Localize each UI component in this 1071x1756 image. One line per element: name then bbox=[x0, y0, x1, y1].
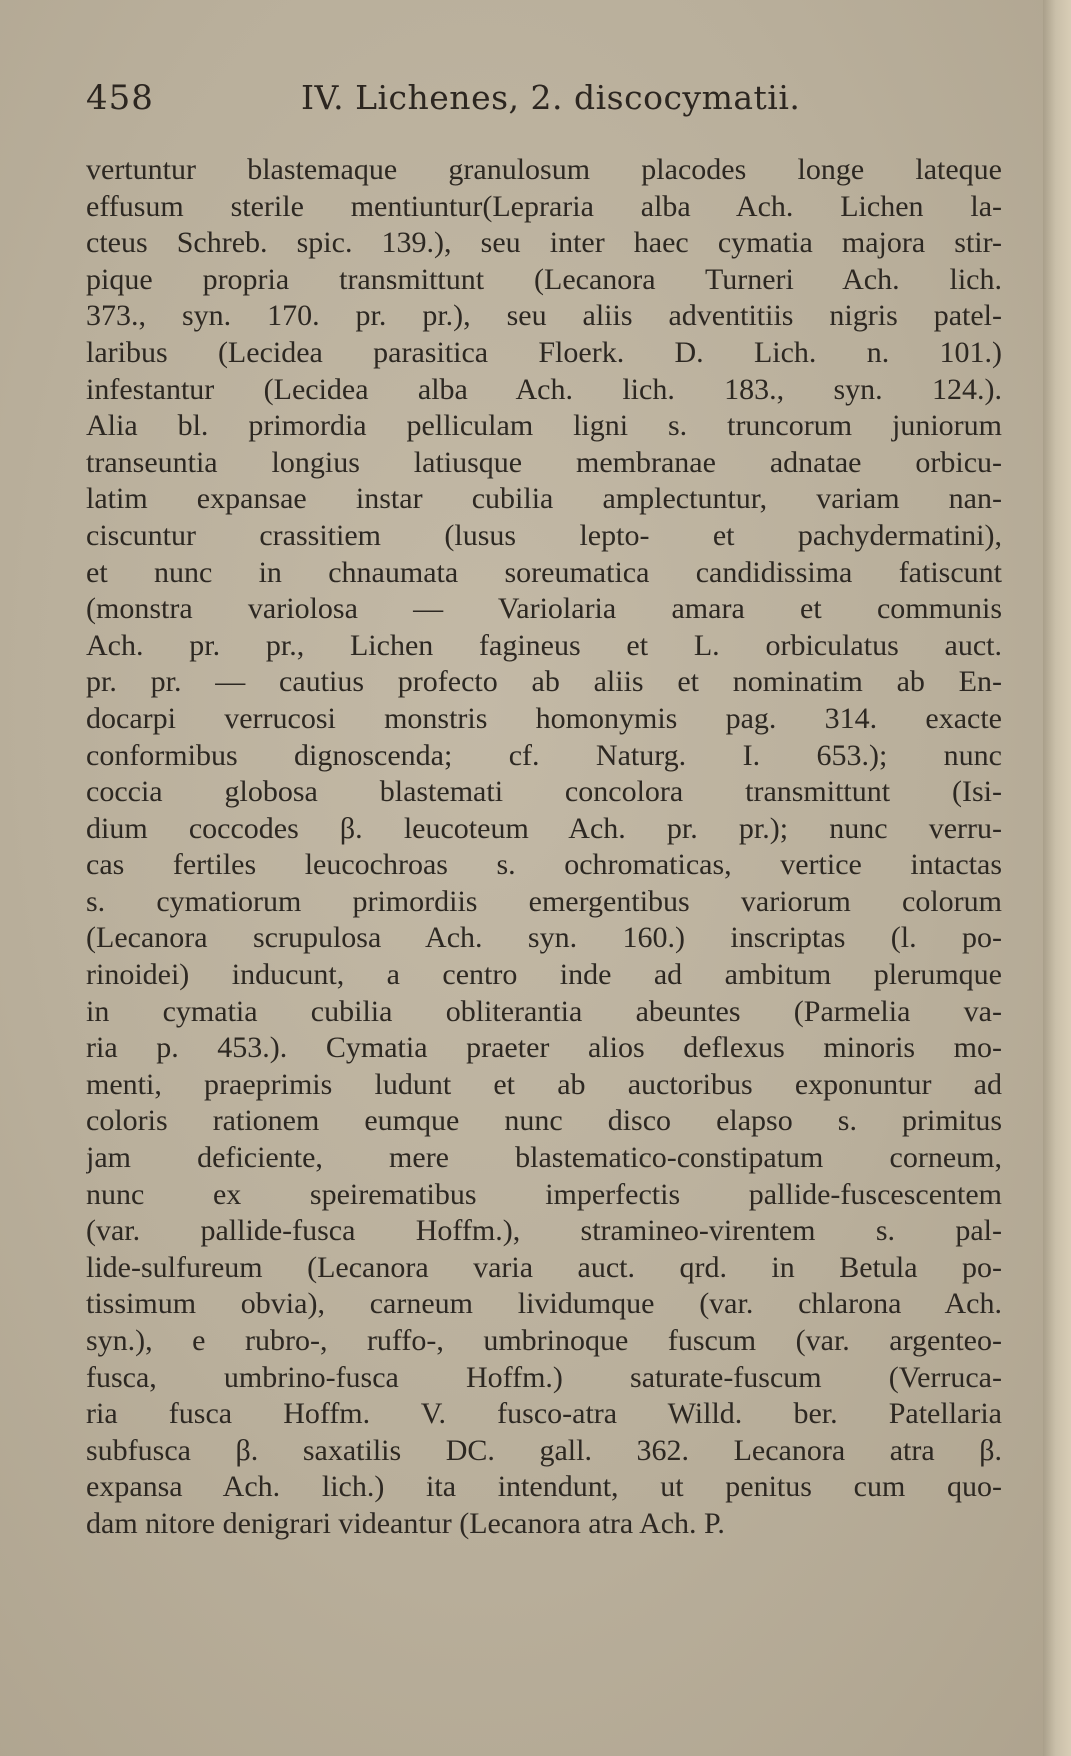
text-line: ria fusca Hoffm. V. fusco-atra Willd. ber. Patellaria bbox=[86, 1397, 1002, 1431]
text-line: 373., syn. 170. pr. pr.), seu aliis adventitiis nigris patel- bbox=[86, 299, 1002, 333]
text-line: jam deficiente, mere blastematico-constipatum corneum, bbox=[86, 1141, 1002, 1175]
text-line: transeuntia longius latiusque membranae adnatae orbicu- bbox=[86, 445, 1002, 479]
text-line: expansa Ach. lich.) ita intendunt, ut penitus cum quo- bbox=[86, 1470, 1002, 1504]
text-line: infestantur (Lecidea alba Ach. lich. 183., syn. 124.). bbox=[86, 372, 1002, 406]
text-line: s. cymatiorum primordiis emergentibus variorum colorum bbox=[86, 884, 1002, 918]
text-line: Alia bl. primordia pelliculam ligni s. truncorum juniorum bbox=[86, 409, 1002, 443]
text-line: Ach. pr. pr., Lichen fagineus et L. orbiculatus auct. bbox=[86, 628, 1002, 662]
text-line: in cymatia cubilia obliterantia abeuntes (Parmelia va- bbox=[86, 994, 1002, 1028]
text-line: docarpi verrucosi monstris homonymis pag. 314. exacte bbox=[86, 701, 1002, 735]
text-line: dam nitore denigrari videantur (Lecanora atra Ach. P. bbox=[86, 1506, 725, 1540]
text-line: tissimum obvia), carneum lividumque (var. chlarona Ach. bbox=[86, 1287, 1002, 1321]
text-line: ria p. 453.). Cymatia praeter alios deflexus minoris mo- bbox=[86, 1031, 1002, 1065]
text-line: subfusca β. saxatilis DC. gall. 362. Lecanora atra β. bbox=[86, 1433, 1002, 1467]
page-header bbox=[86, 78, 1006, 126]
text-line: vertuntur blastemaque granulosum placodes longe lateque bbox=[86, 153, 1002, 186]
text-line: (monstra variolosa — Variolaria amara et communis bbox=[86, 592, 1002, 626]
text-line: coccia globosa blastemati concolora transmittunt (Isi- bbox=[86, 775, 1002, 809]
text-line: laribus (Lecidea parasitica Floerk. D. Lich. n. 101.) bbox=[86, 335, 1002, 369]
text-line: fusca, umbrino-fusca Hoffm.) saturate-fuscum (Verruca- bbox=[86, 1360, 1002, 1394]
page-number: 458 bbox=[86, 78, 154, 118]
text-line: syn.), e rubro-, ruffo-, umbrinoque fuscum (var. argenteo- bbox=[86, 1324, 1002, 1357]
text-line: ciscuntur crassitiem (lusus lepto- et pachydermatini), bbox=[86, 518, 1002, 552]
text-line: rinoidei) inducunt, a centro inde ad ambitum plerumque bbox=[86, 958, 1002, 992]
text-line: (Lecanora scrupulosa Ach. syn. 160.) inscriptas (l. po- bbox=[86, 921, 1002, 955]
text-line: latim expansae instar cubilia amplectuntur, variam nan- bbox=[86, 482, 1002, 516]
text-line: pr. pr. — cautius profecto ab aliis et nominatim ab En- bbox=[86, 665, 1002, 699]
text-line: cteus Schreb. spic. 139.), seu inter haec cymatia majora stir- bbox=[86, 226, 1002, 260]
text-line: pique propria transmittunt (Lecanora Turneri Ach. lich. bbox=[86, 262, 1002, 296]
text-line: conformibus dignoscenda; cf. Naturg. I. 653.); nunc bbox=[86, 738, 1002, 772]
text-line: cas fertiles leucochroas s. ochromaticas, vertice intactas bbox=[86, 848, 1002, 882]
running-head: IV. Lichenes, 2. discocymatii. bbox=[301, 78, 801, 117]
page-edge bbox=[1043, 0, 1071, 1756]
text-line: et nunc in chnaumata soreumatica candidissima fatiscunt bbox=[86, 555, 1002, 589]
text-line: (var. pallide-fusca Hoffm.), stramineo-virentem s. pal- bbox=[86, 1214, 1002, 1248]
text-line: coloris rationem eumque nunc disco elapso s. primitus bbox=[86, 1104, 1002, 1138]
text-line: dium coccodes β. leucoteum Ach. pr. pr.); nunc verru- bbox=[86, 811, 1002, 845]
text-line: effusum sterile mentiuntur(Lepraria alba Ach. Lichen la- bbox=[86, 189, 1002, 223]
text-line: nunc ex speirematibus imperfectis pallide-fuscescentem bbox=[86, 1177, 1002, 1211]
body-text bbox=[86, 152, 1002, 1543]
text-line: lide-sulfureum (Lecanora varia auct. qrd. in Betula po- bbox=[86, 1250, 1002, 1284]
text-line: menti, praeprimis ludunt et ab auctoribus exponuntur ad bbox=[86, 1067, 1002, 1101]
